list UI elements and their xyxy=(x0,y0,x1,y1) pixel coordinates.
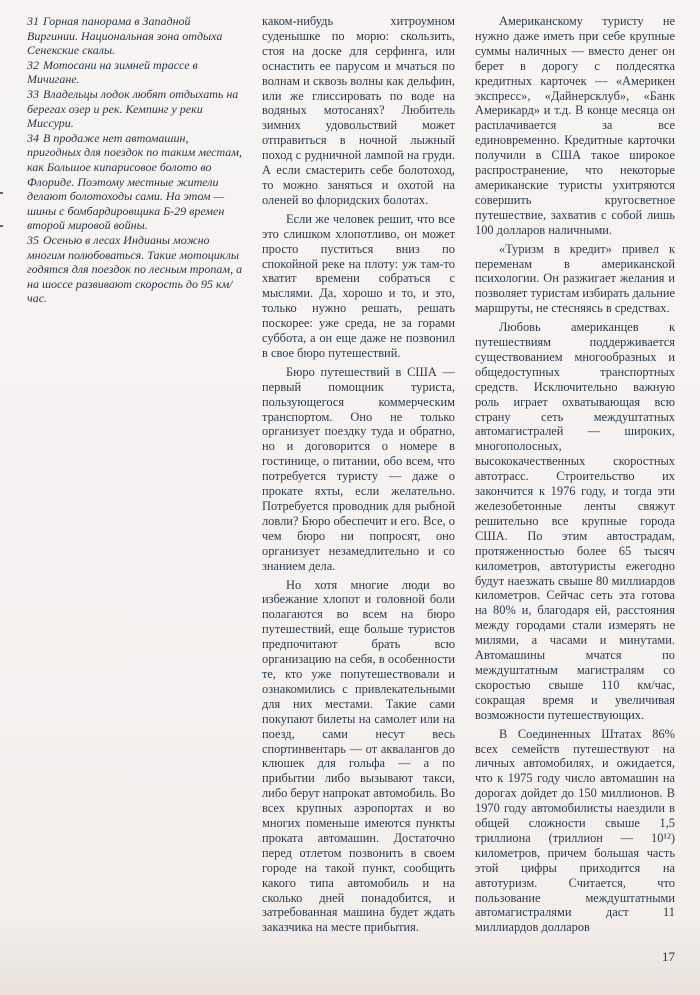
paragraph: Бюро путешествий в США — первый помощник туриста, пользующегося коммерческим транспортом. Оно не только организует поездку туда и обратно, но и договорится о номере в гостинице, о питании, обо всем, что потребуется туристу — даже о прокате яхты, если желательно. Потребуется проводник для рыбной ловли? Бюро обеспечит и его. Все, о чем бюро ни попросят, оно организует незамедлительно и со знанием дела. xyxy=(262,364,455,573)
caption-number: 34 xyxy=(27,130,39,145)
caption-text: Владельцы лодок любят отдыхать на берегах озер и рек. Кемпинг у реки Миссури. xyxy=(27,86,239,131)
caption-text: Мотосани на зимней трассе в Мичигане. xyxy=(27,57,198,87)
caption-34 xyxy=(27,131,244,233)
right-text-column xyxy=(475,14,675,995)
caption-32 xyxy=(27,58,244,87)
paragraph: Но хотя многие люди во избежание хлопот и головной боли полагаются во всем на бюро путешествий, еще больше туристов предпочитают брать всю организацию на себя, в особенности те, кто уже попутешествовали и ознакомились с привлекательными для них местами. Такие сами покупают билеты на самолет или на поезд, сами несут весь спортинвентарь — от аквалангов до клюшек для гольфа — а по прибытии либо вызывают такси, либо берут напрокат автомобиль. Во всех крупных аэропортах и во многих поменьше имеются пункты проката автомашин. Достаточно перед отлетом позвонить в своем городе на такой пункт, сообщить какого типа автомобиль и на сколько дней понадобится, и затребованная машина будет ждать заказчика на месте прибытия. xyxy=(262,577,456,935)
caption-text: Осенью в лесах Индианы можно многим полюбоваться. Такие мотоциклы годятся для поездок по лесным тропам, а на шоссе развивают скорость до 95 км/час. xyxy=(27,232,243,306)
paragraph: каком-нибудь хитроумном суденышке по морю: скользить, стоя на доске для серфинга, или оснастить ее парусом и мчаться по волнам и сквозь волны как дельфин, или же глиссировать по воде на водяных мотосанях? Любитель зимних удовольствий может отправиться в ночной лыжный поход с рудничной лампой на груди. А если смастерить себе болотоход, то можно заняться и охотой на оленей во флоридских болотах. xyxy=(262,14,455,207)
caption-number: 31 xyxy=(27,14,39,28)
caption-35 xyxy=(27,233,244,306)
page-number: 17 xyxy=(662,949,675,965)
paragraph: Любовь американцев к путешествиям поддерживается существованием многообразных и общедоступных транспортных средств. Исключительно важную роль играет охватывающая всю страну сеть междуштатных автомагистралей — широких, многополосных, высококачественных скоростных автотрасс. Строительство их закончится к 1976 году, и тогда эти железобетонные ленты свяжут решительно все крупные города США. По этим автострадам, протяженностью более 65 тысяч километров, автотуристы ежегодно будут наезжать свыше 80 миллиардов километров. Сейчас сеть эта готова на 80% и, благодаря ей, расстояния между городами стали измерять не милями, а часами и минутами. Автомашины мчатся по междуштатным магистралям со скоростью свыше 110 км/час, сокращая время и увеличивая возможности путешествующих. xyxy=(475,320,675,722)
paragraph: В Соединенных Штатах 86% всех семейств путешествуют на личных автомобилях, и ожидается, что к 1975 году число автомашин на дорогах дойдет до 150 миллионов. В 1970 году автомобилисты наездили в общей сложности свыше 1,5 триллиона (триллион — 10¹²) километров, причем большая часть этой цифры приходится на автотуризм. Считается, что пользование междуштатными автомагистралями даст 11 миллиардов долларов xyxy=(475,726,675,935)
edge-mark xyxy=(0,225,3,227)
paragraph: Если же человек решит, что все это слишком хлопотливо, он может просто пуститься вниз по спокойной реке на плоту: уж там-то хватит времени собраться с мыслями. Да, хорошо и то, и это, только нужно решать, решать поскорее: уже среда, не за горами суббота, а он еще даже не позвонил в свое бюро путешествий. xyxy=(262,211,455,360)
caption-text: Горная панорама в Западной Виргинии. Национальная зона отдыха Сенекские скалы. xyxy=(27,14,223,58)
middle-text-column xyxy=(262,14,455,935)
edge-mark xyxy=(0,192,3,194)
caption-number: 35 xyxy=(27,232,39,247)
paragraph: «Туризм в кредит» привел к переменам в американской психологии. Он разжигает желания и позволяет туристам избирать дальние маршруты, не стесняясь в средствах. xyxy=(475,241,675,316)
caption-31 xyxy=(27,14,244,58)
caption-number: 33 xyxy=(27,86,39,101)
paragraph: Американскому туристу не нужно даже иметь при себе крупные суммы наличных — вместо денег он берет в дорогу с полдесятка кредитных карточек — «Америкен экспресс», «Дайнерсклуб», «Банк Америкард» и т.д. В конце месяца он расплачивается за все единовременно. Кредитные карточки получили в США такое широкое распространение, что некоторые американские туристы ухитряются совершить кругосветное путешествие, захватив с собой лишь 100 долларов наличными. xyxy=(475,14,675,237)
captions-column xyxy=(27,14,244,306)
caption-33 xyxy=(27,87,244,131)
caption-number: 32 xyxy=(27,57,39,72)
caption-text: В продаже нет автомашин, пригодных для поездок по таким местам, как Большое кипарисовое болото во Флориде. Поэтому местные жители делают болотоходы сами. На этом — шины с бомбардировщика Б-29 времен второй мировой войны. xyxy=(27,130,242,233)
